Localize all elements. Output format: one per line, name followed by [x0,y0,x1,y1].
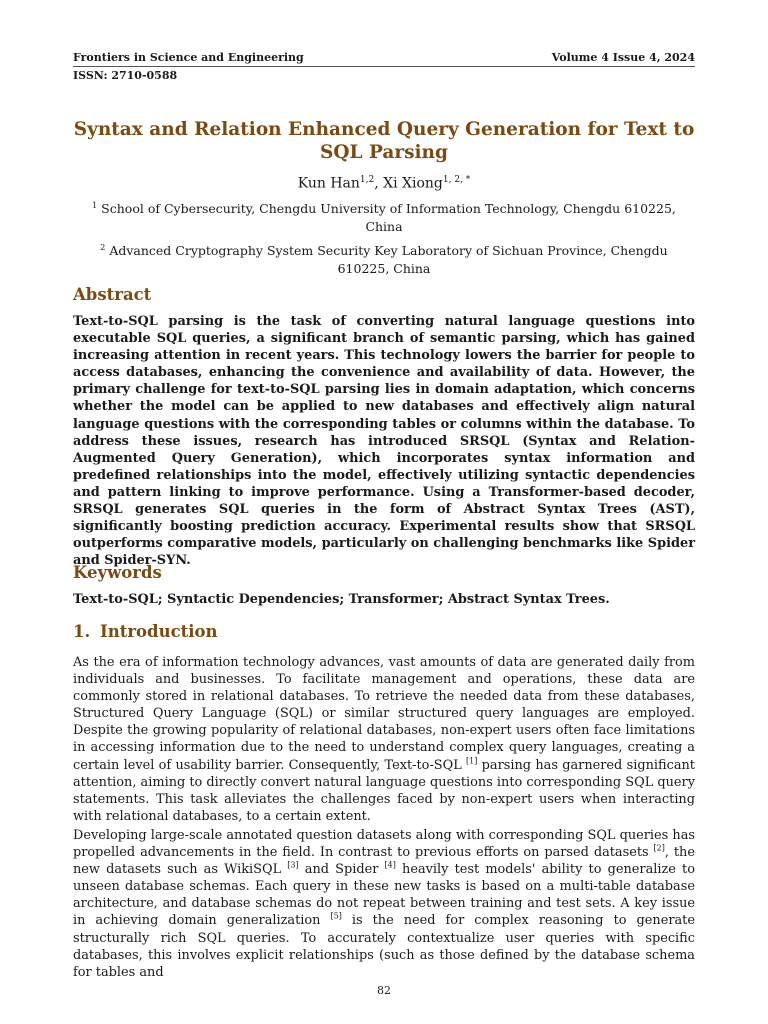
affiliation-text: Advanced Cryptography System Security Key Laboratory of Sichuan Province, Chengdu 610225, China [105,243,668,277]
author-name: Xi Xiong [383,175,443,192]
citation-mark: [4] [384,860,396,870]
keywords-heading: Keywords [73,563,162,582]
affiliation [73,239,695,278]
citation-mark: [2] [653,843,665,853]
issn: ISSN: 2710-0588 [73,69,178,82]
section-title: Introduction [100,622,218,641]
introduction-heading [73,622,218,641]
author-list [73,171,695,193]
author-separator: , [374,175,384,192]
author-affiliation-mark: 1, 2, * [442,175,471,185]
citation-mark: [3] [287,860,299,870]
paragraph-text: is the need for complex reasoning to generate structurally rich SQL queries. To accurately contextualize user queries with specific databases, this involves explicit relationships (such as those defined by the database schema for tables and [73,913,695,980]
running-header [73,51,695,65]
journal-name: Frontiers in Science and Engineering [73,51,304,64]
paragraph-text: parsing has garnered significant attention, aiming to directly convert natural language questions into corresponding SQL query statements. This task alleviates the challenges faced by non-expert users when interacting with relational databases, to a certain extent. [73,757,695,824]
affiliation-mark: 1 [92,201,98,210]
affiliation [73,197,695,236]
paper-title: Syntax and Relation Enhanced Query Generation for Text to SQL Parsing [73,119,695,163]
keywords-text: Text-to-SQL; Syntactic Dependencies; Transformer; Abstract Syntax Trees. [73,592,610,607]
citation-mark: [1] [466,756,478,766]
volume-issue: Volume 4 Issue 4, 2024 [551,51,695,64]
page-number: 82 [377,984,391,997]
author-name: Kun Han [297,175,360,192]
author-affiliation-mark: 1,2 [359,175,375,185]
paragraph-text: , the new datasets such as WikiSQL [73,845,695,878]
header-divider [73,66,695,67]
abstract-heading: Abstract [73,285,152,304]
paragraph-text: heavily test models' ability to generalize to unseen database schemas. Each query in these new tasks is based on a multi-table database architecture, and database schemas do not repeat between training and test sets. A key issue in achieving domain generalization [73,862,695,929]
paragraph-text: and Spider [298,862,385,878]
citation-mark: [5] [330,912,342,922]
body-paragraph [73,654,695,825]
paragraph-text: Developing large-scale annotated question datasets along with corresponding SQL queries has propelled advancements in the field. In contrast to previous efforts on parsed datasets [73,828,695,861]
body-paragraph [73,827,695,981]
affiliation-text: School of Cybersecurity, Chengdu University of Information Technology, Chengdu 610225, China [97,201,676,235]
section-number: 1. [73,622,91,641]
paragraph-text: As the era of information technology advances, vast amounts of data are generated daily from individuals and businesses. To facilitate management and operations, these data are commonly stored in relational databases. To retrieve the needed data from these databases, Structured Query Language (SQL) or similar structured query languages are employed. Despite the growing popularity of relational databases, non-expert users often face limitations in accessing information due to the need to understand complex query languages, creating a certain level of usability barrier. Consequently, Text-to-SQL [73,655,695,773]
affiliation-mark: 2 [100,243,106,252]
abstract-text: Text-to-SQL parsing is the task of converting natural language questions into executable SQL queries, a significant branch of semantic parsing, which has gained increasing attention in recent years. This technology lowers the barrier for people to access databases, enhancing the convenience and availability of data. However, the primary challenge for text-to-SQL parsing lies in domain adaptation, which concerns whether the model can be applied to new databases and effectively align natural language questions with the corresponding tables or columns within the database. To address these issues, research has introduced SRSQL (Syntax and Relation-Augmented Query Generation), which incorporates syntax information and predefined relationships into the model, effectively utilizing syntactic dependencies and pattern linking to improve performance. Using a Transformer-based decoder, SRSQL generates SQL queries in the form of Abstract Syntax Trees (AST), significantly boosting prediction accuracy. Experimental results show that SRSQL outperforms comparative models, particularly on challenging benchmarks like Spider and Spider-SYN. [73,314,695,569]
